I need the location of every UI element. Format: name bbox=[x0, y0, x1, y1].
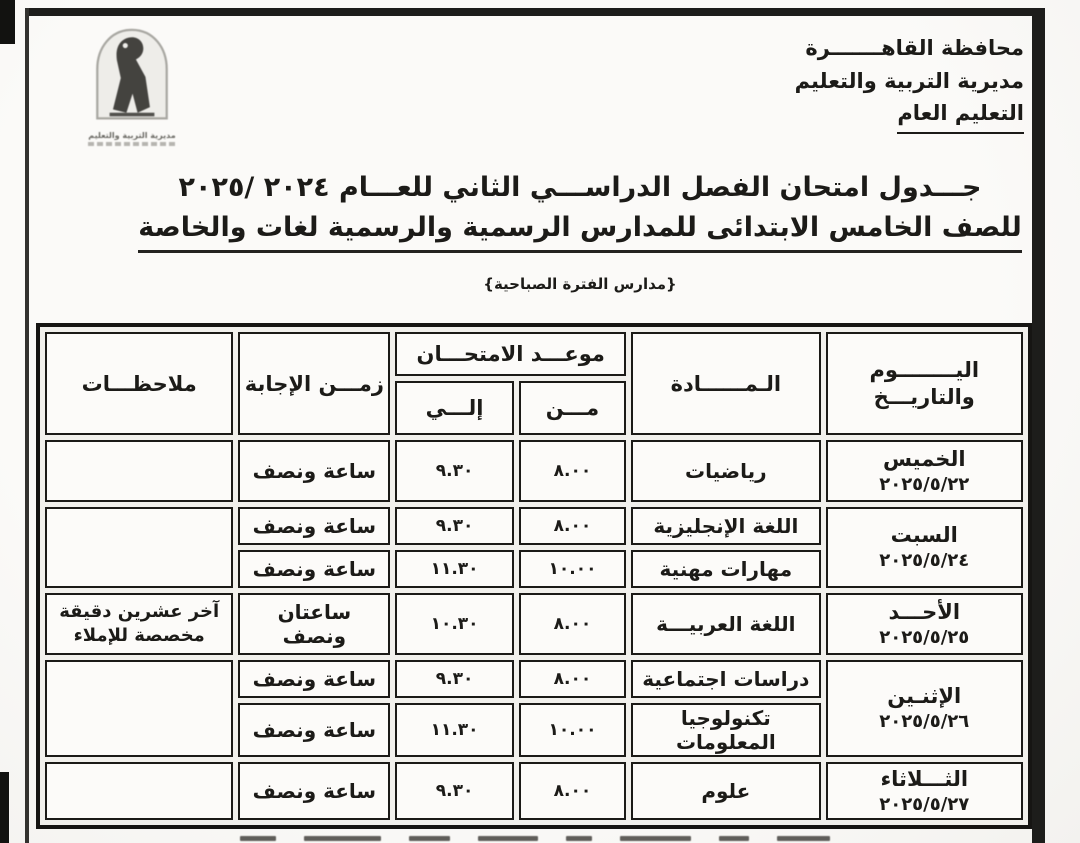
session-subtitle: {مدارس الفترة الصباحية} bbox=[483, 274, 677, 293]
schedule-table-container bbox=[36, 323, 1032, 829]
ministry-eagle-arch-icon bbox=[76, 26, 188, 130]
duration-cell: ساعة ونصف bbox=[238, 440, 390, 502]
to-cell: ٩.٣٠ bbox=[395, 660, 513, 698]
title-line1: جـــدول امتحان الفصل الدراســـي الثاني للعـــام ٢٠٢٤ /٢٠٢٥ bbox=[178, 172, 982, 203]
day-cell: الأحـــد ٢٠٢٥/٥/٢٥ bbox=[826, 593, 1023, 655]
scan-artifact-bottom-left bbox=[0, 772, 9, 843]
ministry-logo bbox=[62, 26, 202, 146]
table-row-saturday-1 bbox=[45, 507, 1023, 545]
to-cell: ١١.٣٠ bbox=[395, 550, 513, 588]
to-cell: ٩.٣٠ bbox=[395, 762, 513, 820]
table-row-monday-1 bbox=[45, 660, 1023, 698]
subject-cell: اللغة الإنجليزية bbox=[631, 507, 820, 545]
table-row-tuesday bbox=[45, 762, 1023, 820]
duration-cell: ساعة ونصف bbox=[238, 550, 390, 588]
from-cell: ٨.٠٠ bbox=[519, 762, 626, 820]
duration-cell: ساعتان ونصف bbox=[238, 593, 390, 655]
col-header-subject: الـمــــــادة bbox=[631, 332, 820, 435]
from-cell: ٨.٠٠ bbox=[519, 660, 626, 698]
duration-cell: ساعة ونصف bbox=[238, 660, 390, 698]
from-cell: ١٠.٠٠ bbox=[519, 703, 626, 757]
day-cell: السبت ٢٠٢٥/٥/٢٤ bbox=[826, 507, 1023, 588]
scan-artifact-top-left bbox=[0, 0, 15, 44]
table-row-sunday bbox=[45, 593, 1023, 655]
subject-cell: اللغة العربيـــة bbox=[631, 593, 820, 655]
notes-cell bbox=[45, 507, 233, 588]
cut-off-text-artifact bbox=[240, 836, 830, 843]
subject-cell: رياضيات bbox=[631, 440, 820, 502]
col-header-to: إلـــي bbox=[395, 381, 513, 435]
org-governorate: محافظة القاهـــــــرة bbox=[805, 36, 1024, 60]
document-title bbox=[80, 170, 1080, 293]
col-header-exam-time: موعـــد الامتحـــان bbox=[395, 332, 626, 376]
page-border-right bbox=[1032, 8, 1045, 843]
org-header bbox=[795, 32, 1024, 134]
from-cell: ٨.٠٠ bbox=[519, 507, 626, 545]
notes-cell: آخر عشرين دقيقة مخصصة للإملاء bbox=[45, 593, 233, 655]
col-header-notes: ملاحظـــات bbox=[45, 332, 233, 435]
col-header-duration: زمـــن الإجابة bbox=[238, 332, 390, 435]
logo-caption: مديرية التربية والتعليم bbox=[88, 131, 176, 140]
notes-cell bbox=[45, 660, 233, 757]
subject-cell: مهارات مهنية bbox=[631, 550, 820, 588]
col-header-day-date: اليــــــــوم والتاريـــخ bbox=[826, 332, 1023, 435]
from-cell: ١٠.٠٠ bbox=[519, 550, 626, 588]
to-cell: ٩.٣٠ bbox=[395, 440, 513, 502]
schedule-table bbox=[36, 323, 1032, 829]
org-division: التعليم العام bbox=[897, 97, 1024, 134]
page-border-left bbox=[25, 8, 29, 843]
duration-cell: ساعة ونصف bbox=[238, 703, 390, 757]
col-header-from: مـــن bbox=[519, 381, 626, 435]
notes-cell bbox=[45, 440, 233, 502]
duration-cell: ساعة ونصف bbox=[238, 762, 390, 820]
notes-cell bbox=[45, 762, 233, 820]
day-cell: الثـــلاثاء ٢٠٢٥/٥/٢٧ bbox=[826, 762, 1023, 820]
day-cell: الإثنـين ٢٠٢٥/٥/٢٦ bbox=[826, 660, 1023, 757]
from-cell: ٨.٠٠ bbox=[519, 593, 626, 655]
table-row-thursday bbox=[45, 440, 1023, 502]
title-line2: للصف الخامس الابتدائى للمدارس الرسمية والرسمية لغات والخاصة bbox=[138, 210, 1021, 252]
to-cell: ١١.٣٠ bbox=[395, 703, 513, 757]
to-cell: ١٠.٣٠ bbox=[395, 593, 513, 655]
subject-cell: دراسات اجتماعية bbox=[631, 660, 820, 698]
duration-cell: ساعة ونصف bbox=[238, 507, 390, 545]
org-directorate: مديرية التربية والتعليم bbox=[794, 68, 1024, 93]
day-cell: الخميس ٢٠٢٥/٥/٢٢ bbox=[826, 440, 1023, 502]
subject-cell: علوم bbox=[631, 762, 820, 820]
subject-cell: تكنولوجيا المعلومات bbox=[631, 703, 820, 757]
header-row-1 bbox=[45, 332, 1023, 376]
logo-subcaption-artifact bbox=[88, 142, 176, 146]
to-cell: ٩.٣٠ bbox=[395, 507, 513, 545]
from-cell: ٨.٠٠ bbox=[519, 440, 626, 502]
page-border-top bbox=[25, 8, 1045, 16]
